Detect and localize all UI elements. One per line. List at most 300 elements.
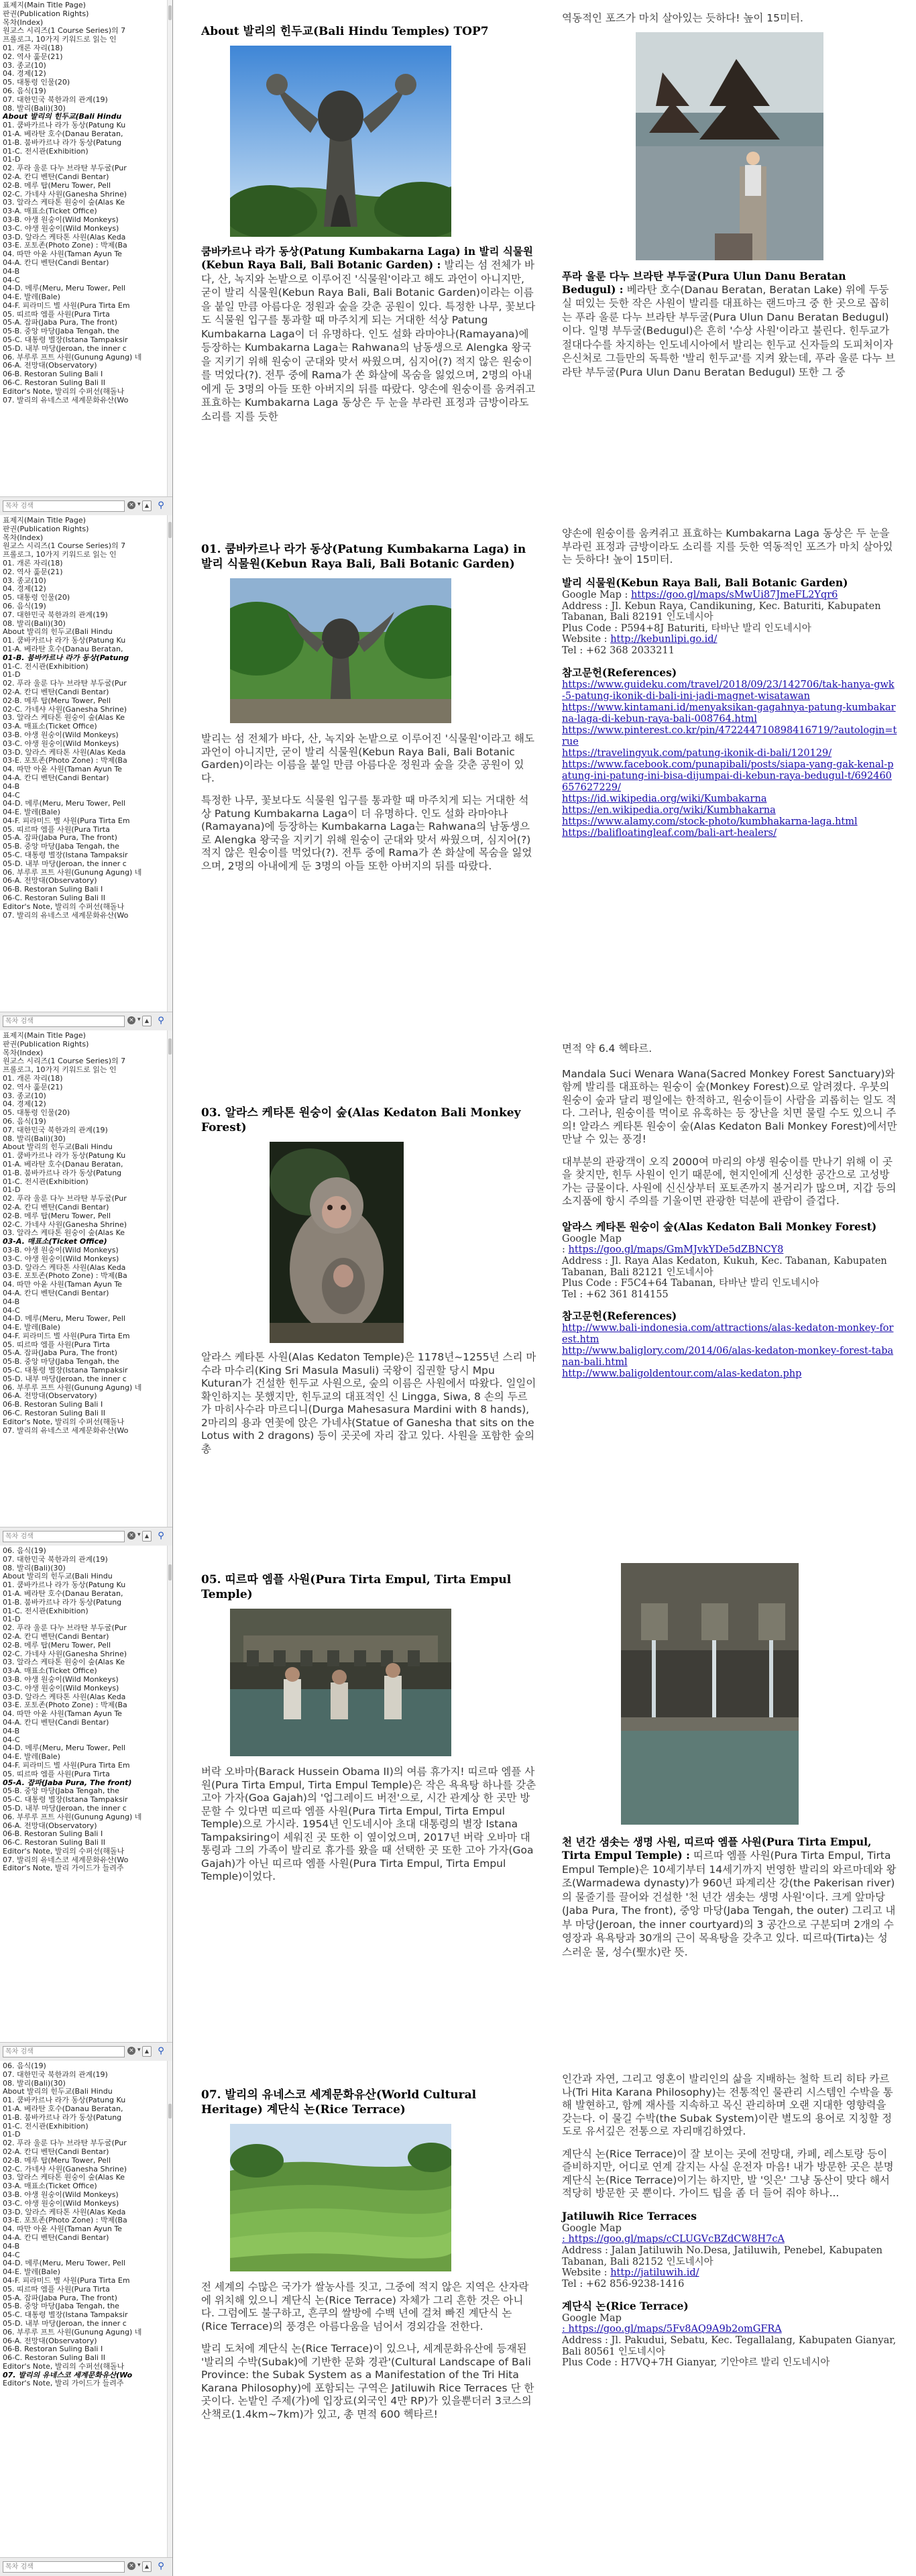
toc-item[interactable]: 05-C. 대통령 별장(Istana Tampaksir <box>3 1366 128 1375</box>
toc-item[interactable]: 05. 대통령 인물(20) <box>3 1109 70 1118</box>
toc-item[interactable]: 07. 대한민국 북한과의 관계(19) <box>3 95 108 104</box>
toc-item[interactable]: 04-D. 메루(Meru, Meru Tower, Pell <box>3 2259 125 2268</box>
toc-item[interactable]: 05-D. 내부 마당(Jeroan, the inner c <box>3 344 127 353</box>
toc-search-input[interactable] <box>3 2561 125 2573</box>
toc-item[interactable]: 05-D. 내부 마당(Jeroan, the inner c <box>3 2319 127 2328</box>
toc-item[interactable]: 판권(Publication Rights) <box>3 525 89 533</box>
toc-item[interactable]: 05. 띠르따 엠플 사원(Pura Tirta <box>3 310 110 319</box>
toc-item[interactable]: 06-B. Restoran Suling Bali I <box>3 1830 103 1839</box>
toc-item[interactable]: 08. 발리(Bali)(30) <box>3 1564 66 1572</box>
toc-item[interactable]: 03-D. 알라스 케타톤 사원(Alas Keda <box>3 1693 126 1701</box>
toc-item[interactable]: 01-D <box>3 1186 21 1195</box>
toc-item[interactable]: 04-B <box>3 1297 20 1306</box>
prev-result-icon[interactable]: ▲ <box>142 1016 152 1026</box>
toc-item[interactable]: 02-C. 가네샤 사원(Ganesha Shrine) <box>3 1220 127 1229</box>
toc-item[interactable]: 01-B. 붐바카르나 라가 동상(Patung <box>3 138 122 147</box>
google-map-link[interactable]: https://goo.gl/maps/GmMJvkYDe5dZBNCY8 <box>568 1244 784 1255</box>
toc-item[interactable]: 04-E. 발레(Bale) <box>3 1324 60 1332</box>
prev-result-icon[interactable]: ▲ <box>142 1531 152 1542</box>
toc-item[interactable]: 05-B. 중앙 마당(Jaba Tengah, the <box>3 2302 119 2311</box>
toc-item[interactable]: 04-D. 메루(Meru, Meru Tower, Pell <box>3 1315 125 1324</box>
toc-item[interactable]: 02. 푸라 울룬 다누 브라탄 부두굴(Pur <box>3 680 127 688</box>
body-text: 발리는 섬 전체가 바다, 산, 녹지와 논밭으로 이루어진 '식물원'이라고 해도 과언이 아니지만, 굳이 발리 식물원(Kebun Raya Bali, Bali Botanic Garden)이라는 이름을 붙일 만큼 아름다운 정원과 숲을 갖춘 공원이 있다. 특정한 나무, 꽃보다도 식물원 입구를 통과할 때 마주치게 되는 거대한 석상 Patung Kumbakarna Laga이 더 유명하다. 인도 설화 라마야나(Ramayana)에 등장하는 Kumbakarna Laga는 Rahwana의 남동생으로 Alengka 왕국을 지키기 위해 원숭이 군대와 맞서 싸웠으며, 심지어(?) 적지 않은 원숭이를 먹었다(?). 전투 중에 Rama가 쏜 화살에 목숨을 잃었으며, 2명의 아내에게 둔 3명의 아들 또한 아버지의 뒤를 따랐다. 양손에 원숭이를 움켜쥐고 표효하는 Kumbakarna Laga 동상은 두 눈을 부라린 표정과 금방이라도 소리를 지를 듯한 <box>201 259 536 423</box>
toc-item[interactable]: 01. 쿰바카르나 라가 동상(Patung Ku <box>3 1581 126 1590</box>
toc-item[interactable]: 02-C. 가네샤 사원(Ganesha Shrine) <box>3 1650 127 1658</box>
toc-item[interactable]: Editor's Note, 발리의 수퍼선(해돌나 <box>3 1847 125 1856</box>
toc-item[interactable]: Editor's Note, 발리 가이드가 들려주 <box>3 1864 124 1873</box>
toc-item[interactable]: 04-A. 칸디 벤탄(Candi Bentar) <box>3 773 109 782</box>
toc-scroll-thumb[interactable] <box>168 1564 172 1580</box>
toc-item[interactable]: 04-E. 발레(Bale) <box>3 808 60 817</box>
toc-item[interactable]: 표제지(Main Title Page) <box>3 1032 86 1040</box>
toc-scroll-thumb[interactable] <box>168 522 172 538</box>
toc-item[interactable]: 프롤로그, 10가지 키워드로 읽는 인 <box>3 551 117 559</box>
toc-item[interactable]: 04-F. 피라미드 별 사원(Pura Tirta Em <box>3 2276 130 2285</box>
toc-item[interactable]: 04. 따만 아윤 사원(Taman Ayun Te <box>3 250 122 259</box>
toc-item[interactable]: 01-A. 베라탄 호수(Danau Beratan, <box>3 1589 123 1598</box>
toc-item[interactable]: 02-C. 가네샤 사원(Ganesha Shrine) <box>3 2165 127 2174</box>
dropdown-icon[interactable]: ▾ <box>137 1532 141 1538</box>
toc-item[interactable]: 03. 알라스 케타톤 원숭이 숲(Alas Ke <box>3 1658 125 1667</box>
toc-item[interactable]: 07. 발리의 유네스코 세계문화유산(Wo <box>3 1426 129 1435</box>
toc-scrollbar[interactable] <box>167 1546 172 2042</box>
reference-link[interactable]: http://www.bali-indonesia.com/attractions/alas-kedaton-monkey-forest.htm <box>562 1323 894 1345</box>
toc-item[interactable]: 05-D. 내부 마당(Jeroan, the inner c <box>3 859 127 868</box>
toc-item[interactable]: 04-C <box>3 1735 20 1744</box>
toc-item[interactable]: 01-B. 붐바카르나 라가 동상(Patung <box>3 2113 122 2122</box>
toc-item[interactable]: 03. 알라스 케타톤 원숭이 숲(Alas Ke <box>3 2174 125 2182</box>
tel-text: Tel : +62 368 2033211 <box>562 645 675 656</box>
toc-item[interactable]: 03-B. 야생 원숭이(Wild Monkeys) <box>3 1246 119 1254</box>
toc-item[interactable]: 표제지(Main Title Page) <box>3 1 86 9</box>
toc-item[interactable]: 07. 대한민국 북한과의 관계(19) <box>3 610 108 619</box>
toc-search-input[interactable] <box>3 2046 125 2057</box>
toc-item[interactable]: 03-E. 포토존(Photo Zone) : 박제(Ba <box>3 241 127 250</box>
toc-item[interactable]: 02-A. 칸디 벤탄(Candi Bentar) <box>3 2147 109 2156</box>
toc-item[interactable]: 06. 부루루 프트 사원(Gunung Agung) 네 <box>3 353 142 362</box>
toc-item[interactable]: 04. 따만 아윤 사원(Taman Ayun Te <box>3 1710 122 1719</box>
reference-link[interactable]: https://www.kintamani.id/menyaksikan-gagahnya-patung-kumbakarna-laga-di-kebun-raya-bali-008764.html <box>562 702 896 724</box>
toc-item[interactable]: 프롤로그, 10가지 키워드로 읽는 인 <box>3 36 117 44</box>
toc-scrollbar[interactable] <box>167 515 172 1012</box>
toc-item[interactable]: 06. 부루루 프트 사원(Gunung Agung) 네 <box>3 1383 142 1392</box>
toc-item[interactable]: 04-F. 피라미드 별 사원(Pura Tirta Em <box>3 301 130 310</box>
body-text: 발리는 섬 전체가 바다, 산, 녹지와 논밭으로 이루어진 '식물원'이라고 해도 과언이 아니지만, 굳이 발리 식물원(Kebun Raya Bali, Bali Botanic Garden)이라는 이름을 붙일 만큼 아름다운 정원과 숲을 갖춘 공원이 있다. <box>201 733 534 784</box>
toc-item[interactable]: 05-C. 대통령 별장(Istana Tampaksir <box>3 1796 128 1805</box>
toc-item[interactable]: 04-F. 피라미드 별 사원(Pura Tirta Em <box>3 816 130 825</box>
toc-scrollbar[interactable] <box>167 2061 172 2557</box>
toc-item[interactable]: 04-E. 발레(Bale) <box>3 2268 60 2277</box>
toc-item[interactable]: Editor's Note, 발리의 수퍼선(해돌나 <box>3 1417 125 1426</box>
toc-item[interactable]: 05. 띠르따 엠플 사원(Pura Tirta <box>3 825 110 834</box>
page-spread <box>173 2061 916 2576</box>
google-map-link[interactable]: : https://goo.gl/maps/cCLUGVcBZdCW8H7cA <box>562 2234 785 2245</box>
toc-item[interactable]: 05. 대통령 인물(20) <box>3 78 70 87</box>
toc-item[interactable]: 03-A. 매표소(Ticket Office) <box>3 207 97 216</box>
toc-item[interactable]: 01-D <box>3 1615 21 1624</box>
toc-item[interactable]: 04. 경제(12) <box>3 70 46 78</box>
toc-item[interactable]: 01-B. 붐바카르나 라가 동상(Patung <box>3 1598 122 1607</box>
toc-item[interactable]: 원교스 시리즈(1 Course Series)의 7 <box>3 27 126 36</box>
toc-pane <box>0 2061 173 2576</box>
toc-item[interactable]: 03-B. 야생 원숭이(Wild Monkeys) <box>3 731 119 739</box>
toc-item[interactable]: 06-B. Restoran Suling Bali I <box>3 370 103 379</box>
toc-item[interactable]: 04-A. 칸디 벤탄(Candi Bentar) <box>3 2233 109 2242</box>
toc-item[interactable]: 판권(Publication Rights) <box>3 1040 89 1049</box>
toc-item[interactable]: 06-C. Restoran Suling Bali II <box>3 894 105 903</box>
toc-item[interactable]: 01-A. 베라탄 호수(Danau Beratan, <box>3 129 123 138</box>
toc-item[interactable]: 02-B. 메루 탑(Meru Tower, Pell <box>3 181 111 190</box>
toc-item[interactable]: 02-C. 가네샤 사원(Ganesha Shrine) <box>3 190 127 199</box>
toc-item[interactable]: 04-D. 메루(Meru, Meru Tower, Pell <box>3 284 125 293</box>
body-text: 발리 도처에 계단식 논(Rice Terrace)이 있으나, 세계문화유산에 등재된 '발리의 수박(Subak)에 기반한 문화 경관'(Cultural Landscape of Bali Province: the Subak System as a Manifestation of the Tri Hita Karana Philosophy)에 포함되는 구역은 Jatiluwih Rice Terraces 단 한 곳이다. 논밭인 주제(가)에 입장료(외국인 4만 RP)가 있을뿐더러 3코스의 산책로(1.4km~7km)가 있고, 총 면적 600 헥타르! <box>201 2343 534 2420</box>
toc-item[interactable]: 07. 대한민국 북한과의 관계(19) <box>3 1555 108 1564</box>
prev-result-icon[interactable]: ▲ <box>142 500 152 511</box>
search-icon[interactable]: ⚲ <box>158 2046 164 2056</box>
toc-item[interactable]: 03-D. 알라스 케타톤 사원(Alas Keda <box>3 2208 126 2216</box>
address-text: Address : Jl. Kebun Raya, Candikuning, Kec. Baturiti, Kabupaten Tabanan, Bali 82191 인도네시아 <box>562 600 881 623</box>
left-column <box>201 1106 536 1456</box>
toc-item[interactable]: 01-A. 베라탄 호수(Danau Beratan, <box>3 1160 123 1169</box>
toc-item[interactable]: 07. 발리의 유네스코 세계문화유산(Wo <box>3 911 129 920</box>
toc-item[interactable]: 05. 띠르따 엠플 사원(Pura Tirta <box>3 2285 110 2294</box>
toc-item[interactable]: 06-A. 전망대(Observatory) <box>3 362 97 370</box>
toc-item[interactable]: 04-D. 메루(Meru, Meru Tower, Pell <box>3 800 125 808</box>
reference-link[interactable]: https://travelingyuk.com/patung-ikonik-di-bali/120129/ <box>562 747 832 759</box>
toc-item[interactable]: 01-B. 붐바카르나 라가 동상(Patung <box>3 653 129 662</box>
dropdown-icon[interactable]: ▾ <box>137 2047 141 2053</box>
left-column <box>201 1572 536 1884</box>
toc-item[interactable]: 03-A. 매표소(Ticket Office) <box>3 722 97 731</box>
toc-item[interactable]: 02-B. 메루 탑(Meru Tower, Pell <box>3 1641 111 1650</box>
toc-item[interactable]: 04-A. 칸디 벤탄(Candi Bentar) <box>3 1718 109 1727</box>
toc-item[interactable]: 05-C. 대통령 별장(Istana Tampaksir <box>3 851 128 860</box>
toc-item[interactable]: 02-B. 메루 탑(Meru Tower, Pell <box>3 696 111 705</box>
toc-item[interactable]: 06. 음식(19) <box>3 1547 46 1555</box>
reference-link[interactable]: https://www.alamy.com/stock-photo/kumbhakarna-laga.html <box>562 816 858 827</box>
toc-item[interactable]: 07. 발리의 유네스코 세계문화유산(Wo <box>3 2371 133 2379</box>
toc-item[interactable]: 06. 음식(19) <box>3 2062 46 2070</box>
body-text: 띠르따 엠플 사원(Pura Tirta Empul, Tirta Empul Temple)은 10세기부터 14세기까지 번영한 발리의 와르마데와 왕조(Warmadewa dynasty)가 960년 파계리산 강(the Pakerisan river)의 물줄기를 끌어와 건설한 '천 년간 샘솟는 생명 사원'이다. 크게 앞마당(Jaba Pura, The front), 중앙 마당(Jaba Tengah, the outer) 그리고 내부 마당(Jeroan, the inner courtyard)의 3 공간으로 구분되며 2개의 수영장과 욕욕탕과 30개의 근이 목욕탕을 갖추고 있다. 띠르따(Tirta)는 성스러운 물, 성수(聖水)란 뜻. <box>562 1849 897 1958</box>
website-link[interactable]: http://jatiluwih.id/ <box>610 2267 699 2278</box>
toc-item[interactable]: 05-C. 대통령 별장(Istana Tampaksir <box>3 2311 128 2320</box>
toc-item[interactable]: 02-A. 칸디 벤탄(Candi Bentar) <box>3 688 109 696</box>
toc-item[interactable]: Editor's Note, 발리의 수퍼선(해돌나 <box>3 902 125 911</box>
toc-scroll-thumb[interactable] <box>168 5 172 20</box>
section-heading: 07. 발리의 유네스코 세계문화유산(World Cultural Heritage) 계단식 논(Rice Terrace) <box>201 2088 477 2116</box>
toc-item[interactable]: 06-A. 전망대(Observatory) <box>3 1392 97 1401</box>
toc-item[interactable]: 01-A. 베라탄 호수(Danau Beratan, <box>3 645 123 653</box>
toc-item[interactable]: 05. 띠르따 엠플 사원(Pura Tirta <box>3 1340 110 1349</box>
toc-item[interactable]: About 발리의 힌두교(Bali Hindu <box>3 2088 113 2096</box>
toc-item[interactable]: 01. 개론 자리(18) <box>3 1074 63 1083</box>
toc-item[interactable]: About 발리의 힌두교(Bali Hindu <box>3 113 122 121</box>
toc-item[interactable]: 02. 역사 훑문(21) <box>3 568 63 576</box>
toc-scrollbar[interactable] <box>167 1030 172 1527</box>
toc-item[interactable]: 06. 부루루 프트 사원(Gunung Agung) 네 <box>3 868 142 877</box>
toc-item[interactable]: 04-B <box>3 782 20 791</box>
reference-link[interactable]: https://www.guideku.com/travel/2018/09/23/142706/tak-hanya-gwk-5-patung-ikonik-di-bali-ini-jadi-magnet-wisatawan <box>562 679 895 702</box>
dropdown-icon[interactable]: ▾ <box>137 1016 141 1023</box>
toc-item[interactable]: Editor's Note, 발리 가이드가 들려주 <box>3 2379 124 2388</box>
toc-scroll-thumb[interactable] <box>168 1038 172 1055</box>
toc-item[interactable]: 05-A. 잡파(Jaba Pura, The front) <box>3 1349 117 1358</box>
toc-item[interactable]: 01. 쿰바카르나 라가 동상(Patung Ku <box>3 1152 126 1161</box>
toc-item[interactable]: 06. 음식(19) <box>3 602 46 610</box>
toc-item[interactable]: 04-E. 발레(Bale) <box>3 293 60 302</box>
reference-link[interactable]: http://www.baligoldentour.com/alas-kedaton.php <box>562 1368 802 1379</box>
toc-item[interactable]: 01-C. 전시관(Exhibition) <box>3 1177 89 1186</box>
toc-item[interactable]: 02. 역사 훑문(21) <box>3 52 63 61</box>
toc-item[interactable]: 06. 음식(19) <box>3 87 46 95</box>
google-map-link[interactable]: : https://goo.gl/maps/5Fv8AQ9A9b2omGFRA <box>562 2324 782 2334</box>
toc-item[interactable]: 목차(Index) <box>3 18 44 27</box>
toc-item[interactable]: 08. 발리(Bali)(30) <box>3 2079 66 2088</box>
toc-item[interactable]: 01-B. 붐바카르나 라가 동상(Patung <box>3 1169 122 1177</box>
toc-item[interactable]: 목차(Index) <box>3 533 44 542</box>
toc-item[interactable]: 07. 대한민국 북한과의 관계(19) <box>3 2070 108 2079</box>
toc-item[interactable]: 05-A. 잡파(Jaba Pura, The front) <box>3 319 117 327</box>
toc-item[interactable]: 02-A. 칸디 벤탄(Candi Bentar) <box>3 1632 109 1641</box>
toc-item[interactable]: 원교스 시리즈(1 Course Series)의 7 <box>3 1057 126 1066</box>
toc-item[interactable]: 05-B. 중앙 마당(Jaba Tengah, the <box>3 1358 119 1366</box>
toc-item[interactable]: 03-C. 야생 원숭이(Wild Monkeys) <box>3 739 119 748</box>
toc-item[interactable]: 04-F. 피라미드 별 사원(Pura Tirta Em <box>3 1761 130 1770</box>
toc-item[interactable]: 01-A. 베라탄 호수(Danau Beratan, <box>3 2104 123 2113</box>
toc-item[interactable]: 03-D. 알라스 케타톤 사원(Alas Keda <box>3 748 126 757</box>
toc-item[interactable]: 08. 발리(Bali)(30) <box>3 1134 66 1143</box>
right-column <box>562 1563 897 1959</box>
toc-item[interactable]: 06-C. Restoran Suling Bali II <box>3 1839 105 1847</box>
reference-link[interactable]: https://www.facebook.com/punapibali/posts/siapa-yang-gak-kenal-patung-ini-patung-ini-bisa-dijumpai-di-kebun-raya-bedugul-t/692460657627229/ <box>562 759 894 793</box>
reference-link[interactable]: https://www.pinterest.co.kr/pin/472244710898416719/?autologin=true <box>562 724 897 747</box>
toc-item[interactable]: 01-C. 전시관(Exhibition) <box>3 147 89 156</box>
toc-item[interactable]: 03. 알라스 케타톤 원숭이 숲(Alas Ke <box>3 714 125 722</box>
left-column <box>201 24 536 423</box>
toc-item[interactable]: 02. 푸라 울룬 다누 브라탄 부두굴(Pur <box>3 164 127 173</box>
body-text: 대부분의 관광객이 오직 2000여 마리의 야생 원숭이를 만나기 위해 이 곳을 찾지만, 힌두 사원이 인기 때문에, 현지인에게 신성한 공간으로 고성방가는 금물이다. 사원에 신신상부터 포토존까지 볼거리가 많으며, 지갑 등의 소지품에 항시 주의를 기울이면 관광한 덕분에 관람이 즐겁다. <box>562 1155 897 1207</box>
toc-item[interactable]: Editor's Note, 발리의 수퍼선(해돌나 <box>3 387 125 396</box>
toc-item[interactable]: 03-D. 알라스 케타톤 사원(Alas Keda <box>3 233 126 241</box>
toc-item[interactable]: 02. 푸라 울룬 다누 브라탄 부두굴(Pur <box>3 2139 127 2148</box>
toc-item[interactable]: 05-C. 대통령 별장(Istana Tampaksir <box>3 336 128 345</box>
reference-link[interactable]: https://balifloatingleaf.com/bali-art-healers/ <box>562 827 777 839</box>
clear-icon[interactable]: × <box>127 2562 135 2570</box>
toc-item[interactable]: 03-C. 야생 원숭이(Wild Monkeys) <box>3 224 119 233</box>
toc-scrollbar[interactable] <box>167 0 172 496</box>
toc-item[interactable]: 판권(Publication Rights) <box>3 9 89 18</box>
toc-item[interactable]: 04. 따만 아윤 사원(Taman Ayun Te <box>3 765 122 774</box>
toc-item[interactable]: 04. 따만 아윤 사원(Taman Ayun Te <box>3 2225 122 2234</box>
dropdown-icon[interactable]: ▾ <box>137 501 141 508</box>
toc-item[interactable]: 01-C. 전시관(Exhibition) <box>3 1607 89 1615</box>
search-icon[interactable]: ⚲ <box>158 1531 164 1541</box>
prev-result-icon[interactable]: ▲ <box>142 2561 152 2572</box>
prev-result-icon[interactable]: ▲ <box>142 2046 152 2057</box>
toc-item[interactable]: 01. 개론 자리(18) <box>3 44 63 52</box>
toc-item[interactable]: 07. 발리의 유네스코 세계문화유산(Wo <box>3 1856 129 1864</box>
toc-item[interactable]: Editor's Note, 발리의 수퍼선(해돌나 <box>3 2362 125 2371</box>
toc-item[interactable]: About 발리의 힌두교(Bali Hindu <box>3 628 113 637</box>
toc-item[interactable]: 04. 경제(12) <box>3 1100 46 1109</box>
toc-item[interactable]: 01-D <box>3 2131 21 2139</box>
clear-icon[interactable]: × <box>127 1016 135 1024</box>
toc-item[interactable]: 06-A. 전망대(Observatory) <box>3 877 97 885</box>
toc-item[interactable]: 01-C. 전시관(Exhibition) <box>3 2122 89 2131</box>
toc-item[interactable]: 06-C. Restoran Suling Bali II <box>3 2354 105 2363</box>
toc-search-bar <box>0 1012 172 1030</box>
toc-item[interactable]: 03-E. 포토존(Photo Zone) : 박제(Ba <box>3 1701 127 1710</box>
toc-item[interactable]: 01-D <box>3 671 21 680</box>
toc-item[interactable]: 04. 따만 아윤 사원(Taman Ayun Te <box>3 1281 122 1289</box>
toc-item[interactable]: 03-C. 야생 원숭이(Wild Monkeys) <box>3 1684 119 1693</box>
toc-item[interactable]: 05-D. 내부 마당(Jeroan, the inner c <box>3 1375 127 1383</box>
toc-search-input[interactable] <box>3 1016 125 1027</box>
toc-item[interactable]: 04-C <box>3 1306 20 1315</box>
toc-item[interactable]: About 발리의 힌두교(Bali Hindu <box>3 1143 113 1152</box>
toc-item[interactable]: 05-D. 내부 마당(Jeroan, the inner c <box>3 1804 127 1813</box>
clear-icon[interactable]: × <box>127 1532 135 1540</box>
toc-item[interactable]: 04-A. 칸디 벤탄(Candi Bentar) <box>3 1289 109 1297</box>
toc-item[interactable]: 03. 종교(10) <box>3 61 46 70</box>
section-heading: 01. 쿰바카르나 라가 동상(Patung Kumbakarna Laga) in 발리 식물원(Kebun Raya Bali, Bali Botanic Garden) <box>201 543 526 571</box>
toc-item[interactable]: 03. 종교(10) <box>3 1091 46 1100</box>
toc-item[interactable]: 목차(Index) <box>3 1049 44 1057</box>
toc-item[interactable]: 03-B. 야생 원숭이(Wild Monkeys) <box>3 215 119 224</box>
toc-item[interactable]: 03-B. 야생 원숭이(Wild Monkeys) <box>3 2190 119 2199</box>
toc-item[interactable]: 05. 띠르따 엠플 사원(Pura Tirta <box>3 1770 110 1778</box>
reference-link[interactable]: https://id.wikipedia.org/wiki/Kumbakarna <box>562 793 767 804</box>
toc-item[interactable]: 04-B <box>3 2242 20 2251</box>
toc-item[interactable]: 07. 대한민국 북한과의 관계(19) <box>3 1126 108 1134</box>
toc-item[interactable]: 05-B. 중앙 마당(Jaba Tengah, the <box>3 1787 119 1796</box>
toc-item[interactable]: 03. 종교(10) <box>3 576 46 585</box>
toc-item[interactable]: 02-C. 가네샤 사원(Ganesha Shrine) <box>3 705 127 714</box>
map-label: Google Map <box>562 2312 622 2324</box>
toc-item[interactable]: 05. 대통령 인물(20) <box>3 594 70 602</box>
toc-item[interactable]: 03-A. 매표소(Ticket Office) <box>3 1667 97 1676</box>
toc-item[interactable]: 06-C. Restoran Suling Bali II <box>3 379 105 388</box>
toc-item[interactable]: 02-A. 칸디 벤탄(Candi Bentar) <box>3 1203 109 1212</box>
toc-search-input[interactable] <box>3 500 125 512</box>
google-map-link[interactable]: https://goo.gl/maps/sMwUi87JmeFL2Yqr6 <box>631 589 838 600</box>
toc-item[interactable]: 04-A. 칸디 벤탄(Candi Bentar) <box>3 258 109 267</box>
toc-item[interactable]: 04-C <box>3 2251 20 2259</box>
toc-item[interactable]: 03. 알라스 케타톤 원숭이 숲(Alas Ke <box>3 199 125 207</box>
toc-item[interactable]: 03-A. 매표소(Ticket Office) <box>3 1238 107 1246</box>
reference-list <box>562 680 897 839</box>
toc-item[interactable]: 02-A. 칸디 벤탄(Candi Bentar) <box>3 172 109 181</box>
search-icon[interactable]: ⚲ <box>158 1016 164 1026</box>
toc-item[interactable]: 06. 음식(19) <box>3 1117 46 1126</box>
toc-item[interactable]: 표제지(Main Title Page) <box>3 517 86 525</box>
toc-item[interactable]: 02. 푸라 울룬 다누 브라탄 부두굴(Pur <box>3 1624 127 1633</box>
toc-item[interactable]: 06-C. Restoran Suling Bali II <box>3 1409 105 1418</box>
toc-item[interactable]: 08. 발리(Bali)(30) <box>3 619 66 628</box>
toc-item[interactable]: 02-B. 메루 탑(Meru Tower, Pell <box>3 2156 111 2165</box>
toc-item[interactable]: 06-A. 전망대(Observatory) <box>3 2337 97 2345</box>
toc-item[interactable]: 05-B. 중앙 마당(Jaba Tengah, the <box>3 843 119 851</box>
toc-item[interactable]: 04-E. 발레(Bale) <box>3 1753 60 1762</box>
toc-item[interactable]: 01. 쿰바카르나 라가 동상(Patung Ku <box>3 2096 126 2105</box>
toc-item[interactable]: 02. 역사 훑문(21) <box>3 1083 63 1091</box>
toc-item[interactable]: 03-A. 매표소(Ticket Office) <box>3 2182 97 2191</box>
toc-item[interactable]: 02-B. 메루 탑(Meru Tower, Pell <box>3 1212 111 1220</box>
toc-item[interactable]: 03-B. 야생 원숭이(Wild Monkeys) <box>3 1675 119 1684</box>
search-icon[interactable]: ⚲ <box>158 2561 164 2571</box>
body-text: 역동적인 포즈가 마치 살아있는 듯하다! 높이 15미터. <box>562 12 803 24</box>
toc-item[interactable]: 01. 쿰바카르나 라가 동상(Patung Ku <box>3 121 126 130</box>
body-text: 특정한 나무, 꽃보다도 식물원 입구를 통과할 때 마주치게 되는 거대한 석상 Patung Kumbakarna Laga이 더 유명하다. 인도 설화 라마야나(Ramayana)에 등장하는 Kumbakarna Laga는 Rahwana의 남동생으로 Alengka 왕국을 지키기 위해 원숭이 군대와 맞서 싸웠으며, 심지어(?) 적지 않은 원숭이를 먹었다(?). 전투 중에 Rama가 쏜 화살에 목숨을 잃었으며, 2명의 아내에게 둔 3명의 아들 또한 아버지의 뒤를 따랐다. <box>201 794 532 872</box>
toc-item[interactable]: 06-B. Restoran Suling Bali I <box>3 2345 103 2354</box>
toc-item[interactable]: 04-B <box>3 267 20 276</box>
toc-item[interactable]: 04. 경제(12) <box>3 585 46 594</box>
toc-item[interactable]: 01. 쿰바카르나 라가 동상(Patung Ku <box>3 637 126 645</box>
reference-link[interactable]: http://www.baliglory.com/2014/06/alas-kedaton-monkey-forest-tabanan-bali.html <box>562 1346 894 1368</box>
clear-icon[interactable]: × <box>127 2047 135 2055</box>
rice-terrace-photo <box>230 2124 451 2271</box>
toc-item[interactable]: 06. 부루루 프트 사원(Gunung Agung) 네 <box>3 2328 142 2337</box>
toc-item[interactable]: 08. 발리(Bali)(30) <box>3 104 66 113</box>
toc-item[interactable]: 03-D. 알라스 케타톤 사원(Alas Keda <box>3 1263 126 1272</box>
toc-item[interactable]: 03-C. 야생 원숭이(Wild Monkeys) <box>3 2199 119 2208</box>
toc-item[interactable]: 06. 부루루 프트 사원(Gunung Agung) 네 <box>3 1813 142 1821</box>
toc-item[interactable]: 03. 알라스 케타톤 원숭이 숲(Alas Ke <box>3 1229 125 1238</box>
toc-item[interactable]: 04-B <box>3 1727 20 1735</box>
toc-item[interactable]: 07. 발리의 유네스코 세계문화유산(Wo <box>3 396 129 405</box>
toc-item[interactable]: 04-F. 피라미드 별 사원(Pura Tirta Em <box>3 1332 130 1340</box>
info-title: 계단식 논(Rice Terrace) <box>562 2299 689 2312</box>
toc-list <box>0 2061 168 2557</box>
toc-item[interactable]: 03-C. 야생 원숭이(Wild Monkeys) <box>3 1254 119 1263</box>
page-spread <box>173 515 916 1030</box>
toc-item[interactable]: 06-B. Restoran Suling Bali I <box>3 885 103 894</box>
toc-item[interactable]: 03-E. 포토존(Photo Zone) : 박제(Ba <box>3 1272 127 1281</box>
website-label: Website : <box>562 2267 611 2278</box>
toc-scroll-thumb[interactable] <box>168 2104 172 2118</box>
toc-search-input[interactable] <box>3 1531 125 1542</box>
search-icon[interactable]: ⚲ <box>158 500 164 511</box>
toc-item[interactable]: 05-A. 잡파(Jaba Pura, The front) <box>3 1778 132 1787</box>
body-text: 베라탄 호수(Danau Beratan, Beratan Lake) 위에 두둥실 떠있는 듯한 작은 사원이 발리를 대표하는 랜드마크 중 한 곳으로 꼽히는 푸라 울룬 다누 브라탄 부두굴(Pura Ulun Danu Beratan Bedugul)이다. 일명 부두굴(Bedugul)은 흔히 '수상 사원'이라고 불린다. 힌두교가 절대다수를 차지하는 인도네시아에서 발리는 힌두교 신자들의 도피처이자 은신처로 그들만의 독특한 '발리 힌두교'를 지켜 왔는데, 푸라 울룬 다누 브라탄 부두굴(Pura Ulun Danu Beratan Bedugul) 또한 그 중 <box>562 283 895 378</box>
toc-item[interactable]: 03-E. 포토존(Photo Zone) : 박제(Ba <box>3 757 127 765</box>
toc-item[interactable]: 06-A. 전망대(Observatory) <box>3 1821 97 1830</box>
toc-item[interactable]: 05-B. 중앙 마당(Jaba Tengah, the <box>3 327 119 336</box>
dropdown-icon[interactable]: ▾ <box>137 2562 141 2569</box>
toc-item[interactable]: 원교스 시리즈(1 Course Series)의 7 <box>3 542 126 551</box>
toc-item[interactable]: 프롤로그, 10가지 키워드로 읽는 인 <box>3 1066 117 1075</box>
reference-link[interactable]: https://en.wikipedia.org/wiki/Kumbhakarna <box>562 804 776 816</box>
clear-icon[interactable]: × <box>127 501 135 509</box>
toc-item[interactable]: 05-A. 잡파(Jaba Pura, The front) <box>3 2294 117 2302</box>
toc-item[interactable]: 03-E. 포토존(Photo Zone) : 박제(Ba <box>3 2216 127 2225</box>
toc-item[interactable]: 04-C <box>3 791 20 800</box>
toc-item[interactable]: 04-D. 메루(Meru, Meru Tower, Pell <box>3 1744 125 1753</box>
toc-list <box>0 1546 168 2042</box>
toc-item[interactable]: 01-D <box>3 156 21 164</box>
toc-item[interactable]: 05-A. 잡파(Jaba Pura, The front) <box>3 834 117 843</box>
toc-list <box>0 0 168 496</box>
plus-code-text: Plus Code : F5C4+64 Tabanan, 타바난 발리 인도네시아 <box>562 1278 819 1289</box>
toc-item[interactable]: 06-B. Restoran Suling Bali I <box>3 1401 103 1409</box>
toc-item[interactable]: 01-C. 전시관(Exhibition) <box>3 662 89 671</box>
website-link[interactable]: http://kebunlipi.go.id/ <box>610 634 718 645</box>
toc-item[interactable]: About 발리의 힌두교(Bali Hindu <box>3 1572 113 1581</box>
toc-item[interactable]: 01. 개론 자리(18) <box>3 559 63 568</box>
toc-item[interactable]: 02. 푸라 울룬 다누 브라탄 부두굴(Pur <box>3 1195 127 1203</box>
body-text: 버락 오바마(Barack Hussein Obama II)의 여름 휴가지! 띠르따 엠플 사원(Pura Tirta Empul, Tirta Empul Temple)은 작은 욕욕탕 하나를 갖춘 고아 가자(Goa Gajah)의 '업그레이드 버전'으로, 시간 관계상 한 곳만 방문할 수 있다면 띠르따 엠플 사원(Pura Tirta Empul, Tirta Empul Temple)으로 가시라. 1954년 인도네시아 초대 대통령의 별장 Istana Tampaksiring이 세워진 곳 또한 이 옆이었으며, 2017년 버락 오바마 대통령과 그의 가족이 발리로 휴가를 왔을 때 선택한 곳 또한 고아 가자(Goa Gajah)가 아닌 띠르따 엠플 사원(Pura Tirta Empul, Tirta Empul Temple)이었다. <box>201 1766 536 1882</box>
toc-item[interactable]: 04-C <box>3 276 20 284</box>
